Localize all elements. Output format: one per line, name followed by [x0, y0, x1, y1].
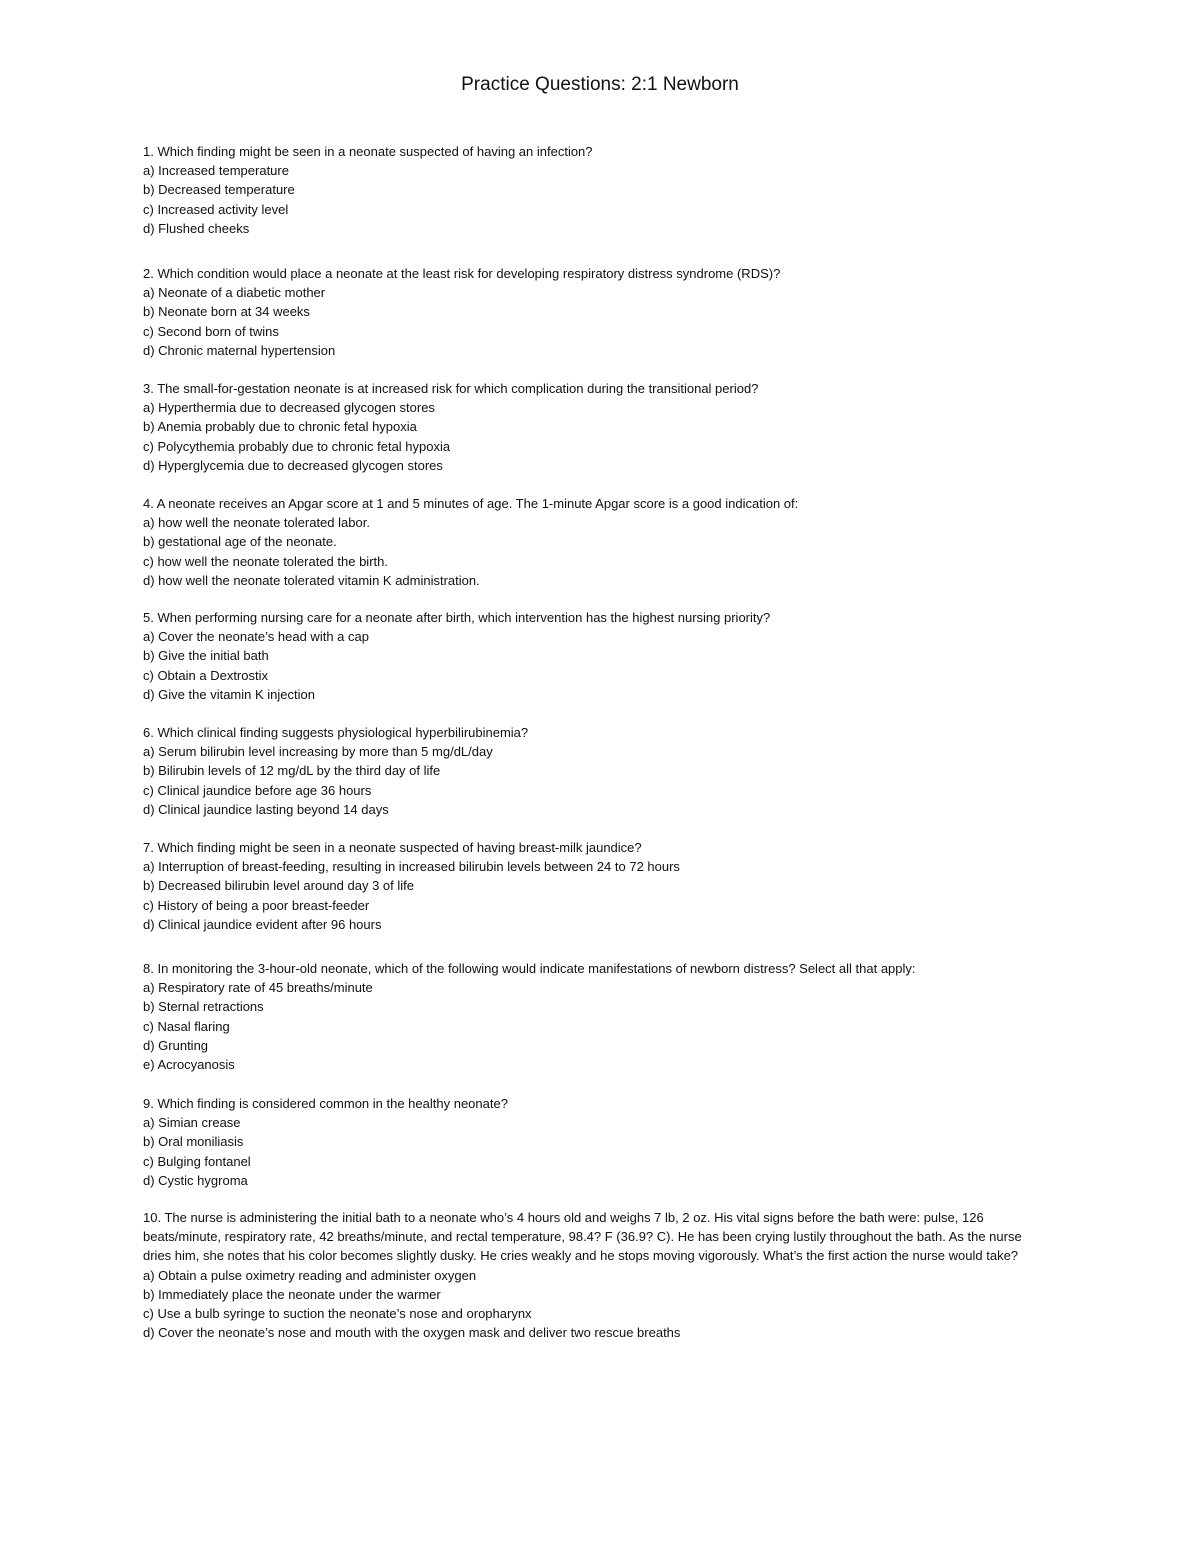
- question-5: [143, 608, 1053, 704]
- option-d: d) how well the neonate tolerated vitamin K administration.: [143, 572, 480, 588]
- question-text: 3. The small-for-gestation neonate is at increased risk for which complication during the transitional period?: [143, 381, 759, 396]
- option-a: a) Neonate of a diabetic mother: [143, 285, 326, 301]
- option-b: b) Neonate born at 34 weeks: [143, 304, 310, 320]
- question-text: 8. In monitoring the 3-hour-old neonate, which of the following would indicate manifestations of newborn distress? Select all that apply:: [143, 961, 916, 976]
- question-1: [143, 142, 1053, 238]
- question-text: 2. Which condition would place a neonate at the least risk for developing respiratory distress syndrome (RDS)?: [143, 266, 781, 281]
- option-b: b) Sternal retractions: [143, 999, 264, 1015]
- option-d: d) Give the vitamin K injection: [143, 686, 315, 702]
- option-c: c) Polycythemia probably due to chronic fetal hypoxia: [143, 438, 451, 454]
- question-4: [143, 494, 1053, 590]
- option-a: a) Respiratory rate of 45 breaths/minute: [143, 980, 373, 996]
- question-text: 10. The nurse is administering the initial bath to a neonate who’s 4 hours old and weighs 7 lb, 2 oz. His vital signs before the bath were: pulse, 126 beats/minute, respiratory rate, 42 breaths/minute, and rectal temperature, 98.4? F (36.9? C). He has been crying lustily throughout the bath. As the nurse dries him, she notes that his color becomes slightly dusky. He cries weakly and he stops moving vigorously. What’s the first action the nurse would take?: [143, 1210, 1022, 1264]
- option-a: a) Cover the neonate’s head with a cap: [143, 629, 369, 645]
- page-title: Practice Questions: 2:1 Newborn: [461, 74, 739, 95]
- option-a: a) Hyperthermia due to decreased glycogen stores: [143, 400, 435, 416]
- option-e: e) Acrocyanosis: [143, 1057, 235, 1073]
- question-text: 5. When performing nursing care for a neonate after birth, which intervention has the highest nursing priority?: [143, 610, 771, 625]
- option-b: b) Anemia probably due to chronic fetal hypoxia: [143, 419, 417, 435]
- option-b: b) gestational age of the neonate.: [143, 534, 337, 550]
- option-c: c) Clinical jaundice before age 36 hours: [143, 782, 372, 798]
- option-d: d) Cystic hygroma: [143, 1172, 248, 1188]
- option-d: d) Clinical jaundice lasting beyond 14 days: [143, 801, 389, 817]
- option-d: d) Hyperglycemia due to decreased glycogen stores: [143, 457, 443, 473]
- option-d: d) Chronic maternal hypertension: [143, 342, 336, 358]
- option-a: a) Increased temperature: [143, 163, 289, 179]
- option-c: c) History of being a poor breast-feeder: [143, 897, 370, 913]
- option-a: a) how well the neonate tolerated labor.: [143, 515, 370, 531]
- question-text: 9. Which finding is considered common in the healthy neonate?: [143, 1096, 508, 1111]
- option-b: b) Give the initial bath: [143, 648, 269, 664]
- option-b: b) Decreased bilirubin level around day 3 of life: [143, 878, 414, 894]
- option-a: a) Serum bilirubin level increasing by more than 5 mg/dL/day: [143, 744, 493, 760]
- option-a: a) Obtain a pulse oximetry reading and administer oxygen: [143, 1267, 477, 1283]
- option-a: a) Simian crease: [143, 1115, 241, 1131]
- option-d: d) Flushed cheeks: [143, 220, 250, 236]
- question-6: [143, 723, 1053, 819]
- option-c: c) Use a bulb syringe to suction the neonate’s nose and oropharynx: [143, 1306, 532, 1322]
- question-text: 6. Which clinical finding suggests physiological hyperbilirubinemia?: [143, 725, 529, 740]
- option-b: b) Decreased temperature: [143, 182, 295, 198]
- question-text: 1. Which finding might be seen in a neonate suspected of having an infection?: [143, 144, 593, 159]
- option-c: c) Second born of twins: [143, 323, 279, 339]
- option-b: b) Oral moniliasis: [143, 1134, 244, 1150]
- question-9: [143, 1094, 1053, 1190]
- option-c: c) Bulging fontanel: [143, 1153, 251, 1169]
- question-7: [143, 838, 1053, 934]
- option-c: c) Obtain a Dextrostix: [143, 667, 268, 683]
- question-3: [143, 379, 1053, 475]
- question-8: [143, 959, 1053, 1074]
- option-c: c) Nasal flaring: [143, 1018, 230, 1034]
- option-d: d) Cover the neonate’s nose and mouth with the oxygen mask and deliver two rescue breaths: [143, 1325, 681, 1341]
- question-text: 4. A neonate receives an Apgar score at 1 and 5 minutes of age. The 1-minute Apgar score is a good indication of:: [143, 496, 799, 511]
- option-b: b) Bilirubin levels of 12 mg/dL by the third day of life: [143, 763, 441, 779]
- option-d: d) Clinical jaundice evident after 96 hours: [143, 916, 382, 932]
- question-10: [143, 1208, 1053, 1342]
- option-a: a) Interruption of breast-feeding, resulting in increased bilirubin levels between 24 to 72 hours: [143, 859, 680, 875]
- question-text: 7. Which finding might be seen in a neonate suspected of having breast-milk jaundice?: [143, 840, 642, 855]
- option-c: c) Increased activity level: [143, 201, 289, 217]
- option-c: c) how well the neonate tolerated the birth.: [143, 553, 388, 569]
- option-d: d) Grunting: [143, 1037, 209, 1053]
- question-2: [143, 264, 1053, 360]
- option-b: b) Immediately place the neonate under the warmer: [143, 1286, 441, 1302]
